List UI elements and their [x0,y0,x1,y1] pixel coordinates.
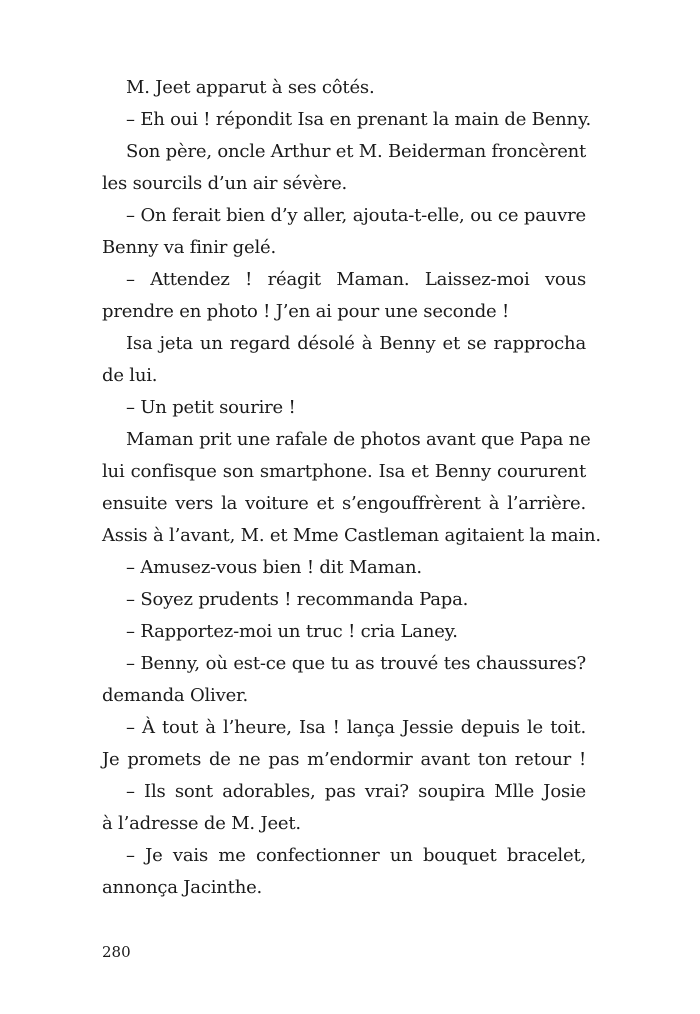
text-line: Isa jeta un regard désolé à Benny et se rapprocha [126,333,586,354]
text-line: – Rapportez-moi un truc ! cria Laney. [126,621,458,642]
text-line: Son père, oncle Arthur et M. Beiderman froncèrent [126,141,587,162]
text-line: – Attendez ! réagit Maman. Laissez-moi vous [126,269,586,290]
text-line: Assis à l’avant, M. et Mme Castleman agitaient la main. [102,525,601,546]
text-line: de lui. [102,365,158,386]
text-line: – Je vais me confectionner un bouquet bracelet, [126,845,586,866]
text-line: demanda Oliver. [102,685,248,706]
body-text [102,72,601,904]
text-line: – Soyez prudents ! recommanda Papa. [126,589,469,610]
text-line: – À tout à l’heure, Isa ! lança Jessie depuis le toit. [126,717,586,738]
text-line: les sourcils d’un air sévère. [102,173,348,194]
text-line: – Ils sont adorables, pas vrai? soupira Mlle Josie [126,781,586,802]
text-line: ensuite vers la voiture et s’engouffrèrent à l’arrière. [102,493,586,514]
text-line: à l’adresse de M. Jeet. [102,813,301,834]
text-line: – Benny, où est-ce que tu as trouvé tes chaussures? [126,653,586,674]
text-line: annonça Jacinthe. [102,877,263,898]
text-line: prendre en photo ! J’en ai pour une seconde ! [102,301,510,322]
text-line: – On ferait bien d’y aller, ajouta-t-elle, ou ce pauvre [126,205,586,226]
text-line: – Eh oui ! répondit Isa en prenant la main de Benny. [126,109,592,130]
text-line: Je promets de ne pas m’endormir avant ton retour ! [102,749,586,770]
text-line: – Un petit sourire ! [126,397,296,418]
text-line: Benny va finir gelé. [102,237,276,258]
page-number: 280 [102,943,131,961]
text-line: Maman prit une rafale de photos avant que Papa ne [126,429,591,450]
text-line: lui confisque son smartphone. Isa et Benny coururent [102,461,586,482]
text-line: M. Jeet apparut à ses côtés. [126,77,375,98]
text-line: – Amusez-vous bien ! dit Maman. [126,557,422,578]
